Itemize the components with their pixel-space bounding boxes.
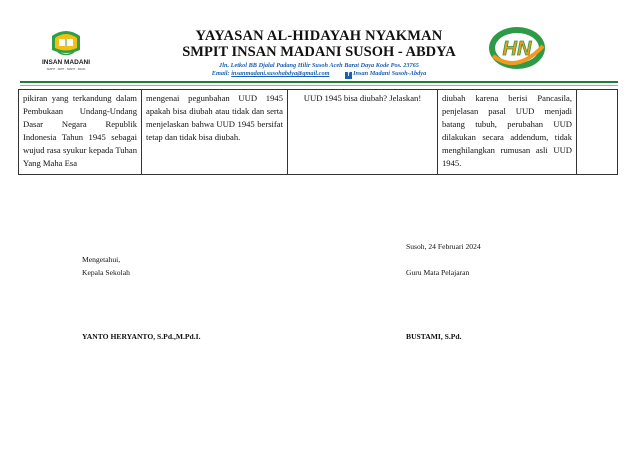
facebook-page[interactable]: Insan Madani Susoh-Abdya [353,70,427,77]
hn-logo-text: HN [502,38,532,60]
hn-logo [487,24,547,72]
logo-tagline-text: SMPIT · SMIT · SMPIT · PAUD [46,67,86,71]
teacher-title: Guru Mata Pelajaran [406,268,470,277]
email-label: Email: [211,70,230,77]
school-address: Jln. Letkol BB Djalal Padang Hilir Susoh Aceh Barat Daya Kode Pos. 23765 [219,62,419,69]
table-cell-question: UUD 1945 bisa diubah? Jelaskan! [288,90,438,175]
email-link[interactable]: insanmadani.susohabdya@gmail.com [231,70,330,77]
logo-name-text: INSAN MADANI [41,59,91,66]
table-cell-indicator: mengenai pegunbahan UUD 1945 apakah bisa diubah atau tidak dan serta menjelaskan bahwa UUD 1945 bersifat tetap dan tidak bisa diubah. [142,90,288,175]
letterhead [0,0,638,86]
facebook-icon: f [345,72,352,79]
table-cell-competency: pikiran yang terkandung dalam Pembukaan Undang-Undang Dasar Negara Republik Indonesia Tahun 1945 sebagai wujud rasa syukur kepada Tuhan Yang Maha Esa [19,90,142,175]
teacher-name: BUSTAMI, S.Pd. [406,332,462,341]
table-cell-answer: diubah karena berisi Pancasila, penjelasan pasal UUD menjadi batang tubuh, perubahan UUD dilakukan secara addendum, tidak menghilangkan rumusan asli UUD 1945. [438,90,577,175]
table-cell-score [577,90,618,175]
header-divider-gold [20,85,618,86]
table-row [19,90,618,175]
assessment-table [18,89,618,175]
principal-title: Kepala Sekolah [82,268,130,277]
school-name: SMPIT INSAN MADANI SUSOH - ABDYA [182,44,456,60]
foundation-name: YAYASAN AL-HIDAYAH NYAKMAN [195,28,443,44]
principal-name: YANTO HERYANTO, S.Pd.,M.Pd.I. [82,332,201,341]
header-divider-green [20,81,618,83]
signature-date: Susoh, 24 Februari 2024 [406,242,481,251]
acknowledged-label: Mengetahui, [82,255,121,264]
